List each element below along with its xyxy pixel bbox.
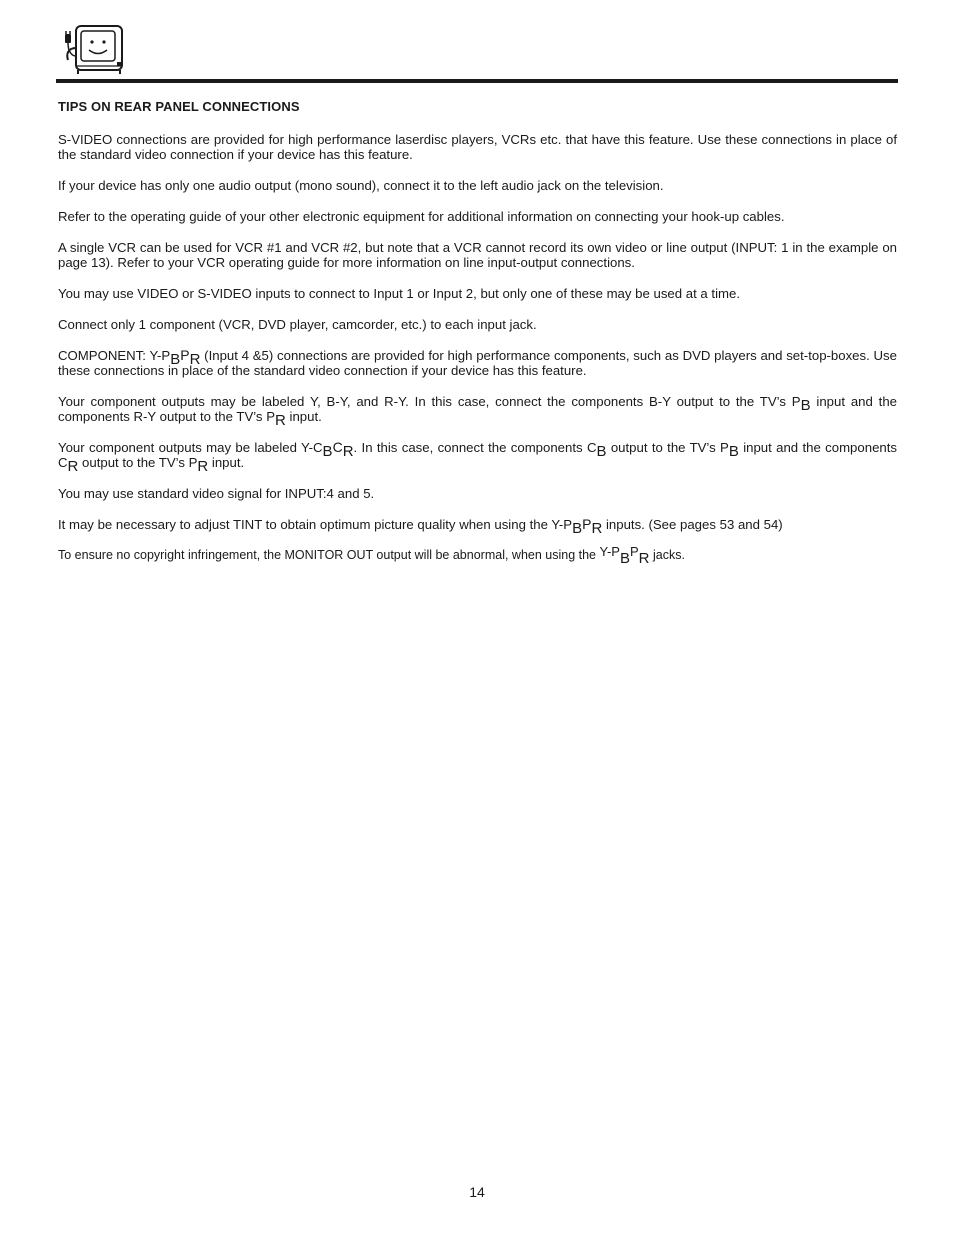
paragraph-one-component: Connect only 1 component (VCR, DVD player, camcorder, etc.) to each input jack.: [58, 317, 537, 332]
paragraph-mono-audio: If your device has only one audio output (mono sound), connect it to the left audio jack on the television.: [58, 178, 664, 193]
paragraph-tint: It may be necessary to adjust TINT to obtain optimum picture quality when using the Y-PBPR inputs. (See pages 53 and 54): [58, 516, 783, 537]
main-content: [58, 99, 897, 579]
paragraph-standard-video: You may use standard video signal for INPUT:4 and 5.: [58, 486, 375, 501]
header-rule: [56, 79, 898, 83]
paragraph-svideo: S-VIDEO connections are provided for high performance laserdisc players, VCRs etc. that have this feature. Use these connections in place of the standard video connection if your device has this feature.: [58, 132, 897, 162]
paragraph-single-vcr: A single VCR can be used for VCR #1 and VCR #2, but note that a VCR cannot record its own video or line output (INPUT: 1 in the example on page 13). Refer to your VCR operating guide for more information on line input-output connections.: [58, 240, 897, 270]
paragraph-copyright: To ensure no copyright infringement, the MONITOR OUT output will be abnormal, when using the Y-PBPR jacks.: [58, 544, 685, 567]
paragraph-ycbcr: Your component outputs may be labeled Y-CBCR. In this case, connect the components CB output to the TV’s PB input and the components CR output to the TV’s PR input.: [58, 439, 897, 475]
paragraph-operating-guide: Refer to the operating guide of your other electronic equipment for additional information on connecting your hook-up cables.: [58, 209, 785, 224]
tv-mascot-icon: [54, 22, 130, 76]
paragraph-video-inputs: You may use VIDEO or S-VIDEO inputs to connect to Input 1 or Input 2, but only one of these may be used at a time.: [58, 286, 740, 301]
page-number: 14: [469, 1184, 485, 1200]
paragraph-component: COMPONENT: Y-PBPR (Input 4 &5) connections are provided for high performance components, such as DVD players and set-top-boxes. Use these connections in place of the standard video connection if your device has this feature.: [58, 347, 897, 378]
section-heading: TIPS ON REAR PANEL CONNECTIONS: [58, 99, 300, 114]
paragraph-by-ry: Your component outputs may be labeled Y, B-Y, and R-Y. In this case, connect the components B-Y output to the TV’s PB input and the components R-Y output to the TV’s PR input.: [58, 394, 897, 429]
